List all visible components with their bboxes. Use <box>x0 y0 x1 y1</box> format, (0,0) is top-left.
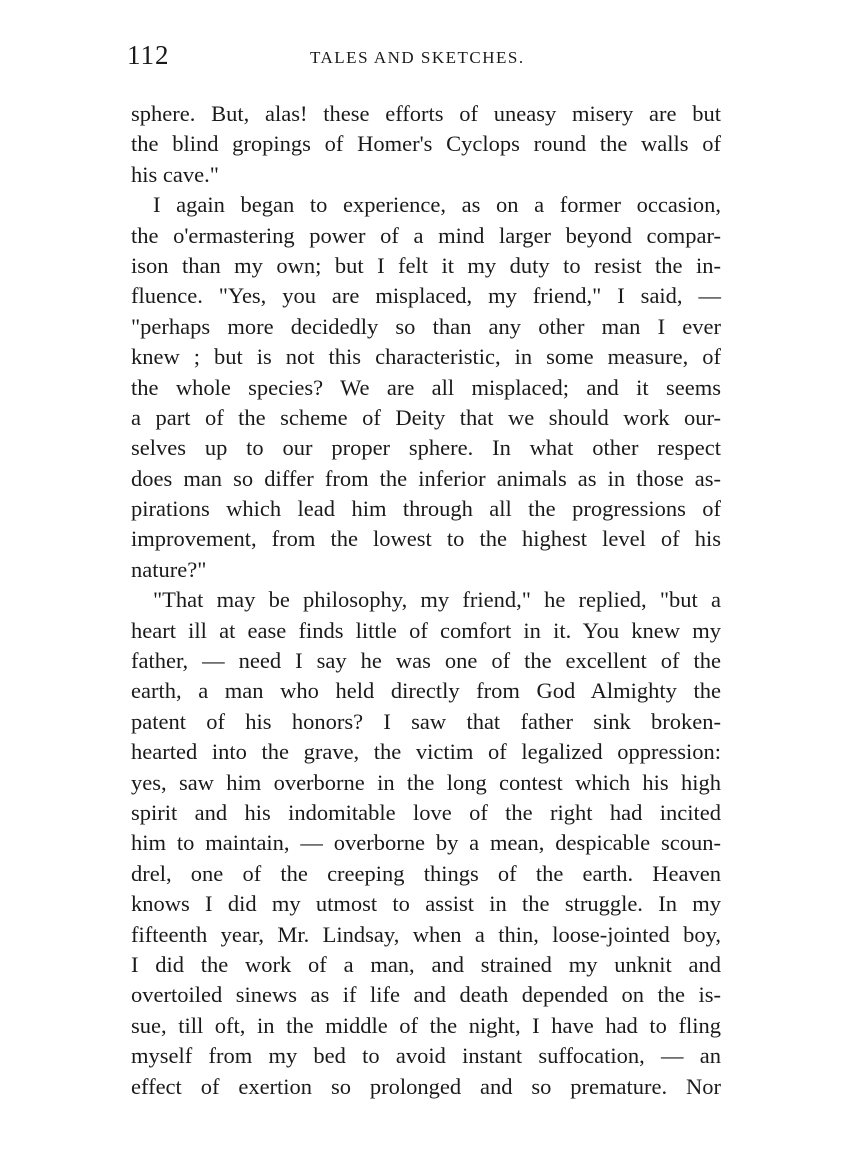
text-line: fluence. "Yes, you are misplaced, my friend," I said, — <box>131 283 721 309</box>
text-line: I did the work of a man, and strained my unknit and <box>131 951 721 977</box>
paragraph-end-line: his cave." <box>131 161 219 187</box>
text-line: him to maintain, — overborne by a mean, despicable scoun- <box>131 830 721 856</box>
text-line: pirations which lead him through all the progressions of <box>131 496 721 522</box>
text-line: sphere. But, alas! these efforts of uneasy misery are but <box>131 101 721 126</box>
text-line: spirit and his indomitable love of the right had incited <box>131 799 721 825</box>
text-line: ison than my own; but I felt it my duty to resist the in- <box>131 252 721 278</box>
text-line: sue, till oft, in the middle of the night, I have had to fling <box>131 1012 721 1038</box>
body-text <box>131 99 721 1102</box>
text-line: selves up to our proper sphere. In what other respect <box>131 435 721 461</box>
text-line: knows I did my utmost to assist in the struggle. In my <box>131 891 721 917</box>
text-line: drel, one of the creeping things of the earth. Heaven <box>131 860 721 886</box>
text-line: hearted into the grave, the victim of legalized oppression: <box>131 739 721 765</box>
text-line: a part of the scheme of Deity that we should work our- <box>131 404 721 430</box>
page-number: 112 <box>127 40 170 70</box>
paragraph-start-line: I again began to experience, as on a former occasion, <box>153 192 721 218</box>
paragraph-end-line: nature?" <box>131 556 207 582</box>
text-line: patent of his honors? I saw that father sink broken- <box>131 708 721 734</box>
paragraph-start-line: "That may be philosophy, my friend," he replied, "but a <box>153 587 721 613</box>
running-head: TALES AND SKETCHES. <box>310 48 525 67</box>
text-line: "perhaps more decidedly so than any other man I ever <box>131 313 721 339</box>
text-line: heart ill at ease finds little of comfort in it. You knew my <box>131 617 721 643</box>
text-line: overtoiled sinews as if life and death depended on the is- <box>131 982 721 1008</box>
text-line: the whole species? We are all misplaced; and it seems <box>131 374 721 400</box>
text-line: yes, saw him overborne in the long contest which his high <box>131 769 721 795</box>
text-line: knew ; but is not this characteristic, in some measure, of <box>131 344 721 370</box>
text-line: the o'ermastering power of a mind larger beyond compar- <box>131 222 721 248</box>
text-line: father, — need I say he was one of the excellent of the <box>131 648 721 674</box>
text-line: improvement, from the lowest to the highest level of his <box>131 526 721 552</box>
text-line: effect of exertion so prolonged and so premature. Nor <box>131 1073 721 1099</box>
text-line: does man so differ from the inferior animals as in those as- <box>131 465 721 491</box>
text-line: fifteenth year, Mr. Lindsay, when a thin, loose-jointed boy, <box>131 921 721 947</box>
text-line: earth, a man who held directly from God Almighty the <box>131 678 721 704</box>
text-line: myself from my bed to avoid instant suffocation, — an <box>131 1043 721 1069</box>
text-line: the blind gropings of Homer's Cyclops round the walls of <box>131 131 721 157</box>
